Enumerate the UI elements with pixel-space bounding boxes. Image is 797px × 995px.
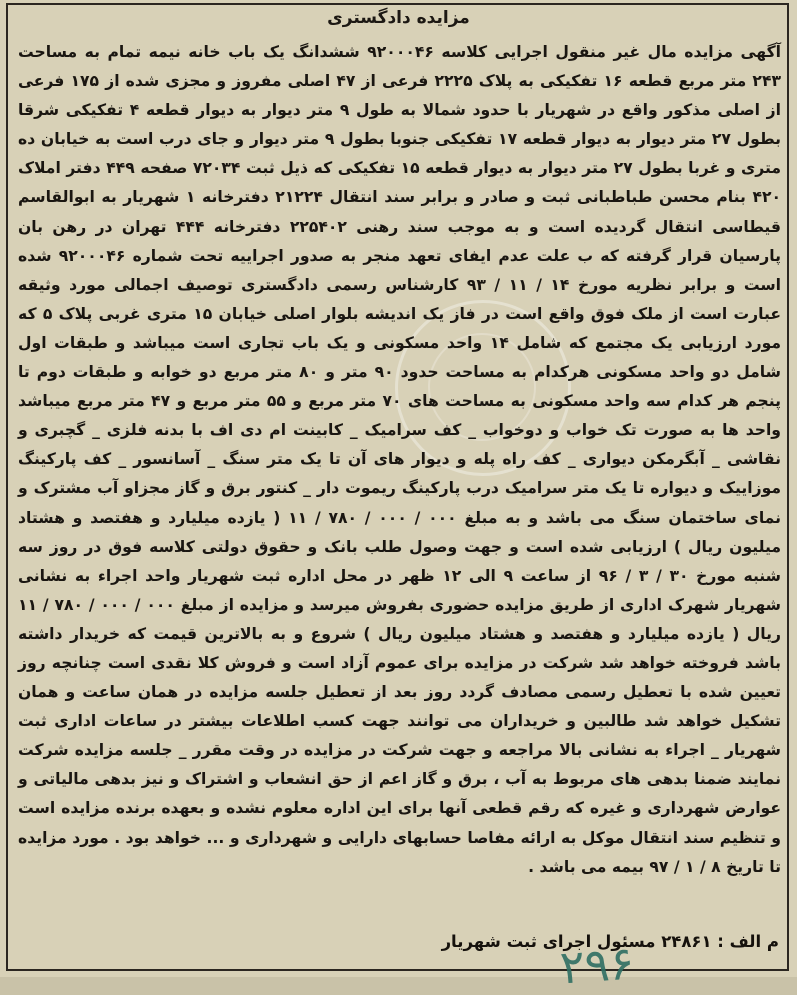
notice-title: مزایده دادگستری xyxy=(327,8,470,28)
notice-footer: م الف : ۲۴۸۶۱ مسئول اجرای ثبت شهریار xyxy=(441,932,779,951)
handwritten-number: ۲۹۶ xyxy=(558,935,636,995)
notice-body: آگهی مزایده مال غیر منقول اجرایی کلاسه ۹۲۰۰۰۴۶ ششدانگ یک باب خانه نیمه تمام به مساحت ۲۴۳ متر مربع قطعه ۱۶ تفکیکی به پلاک ۲۲۲۵ فرعی از ۴۷ اصلی مفروز و مجزی شده از ۱۷۵ فرعی از اصلی مذکور واقع در شهریار با حدود شمالا به طول ۹ متر دیوار به دیوار قطعه ۴ تفکیکی شرقا بطول ۲۷ متر دیوار به دیوار قطعه ۱۷ تفکیکی جنوبا بطول ۹ متر دیوار و جای درب است به خیابان ده متری و غربا بطول ۲۷ متر دیوار به دیوار قطعه ۱۵ تفکیکی که ذیل ثبت ۷۲۰۳۴ صفحه ۴۴۹ دفتر املاک ۴۲۰ بنام محسن طباطبانی ثبت و صادر و برابر سند انتقال ۲۱۲۲۴ دفترخانه ۱ شهریار به ابوالقاسم قیطاسی انتقال گردیده است و به موجب سند رهنی ۲۲۵۴۰۲ دفترخانه ۴۴۴ تهران در رهن بان پارسیان قرار گرفته که ب علت عدم ایفای تعهد منجر به صدور اجراییه تحت شماره ۹۲۰۰۰۴۶ شده است و برابر نظریه مورخ ۱۴ / ۱۱ / ۹۳ کارشناس رسمی دادگستری توصیف اجمالی مورد وثیقه عبارت است از ملک فوق واقع است در فاز یک اندیشه بلوار اصلی خیابان ۱۵ متری غربی پلاک ۵ که مورد ارزیابی یک مجتمع که شامل ۱۴ واحد مسکونی و یک باب تجاری است میباشد و طبقات اول شامل دو واحد مسکونی هرکدام به مساحت حدود ۹۰ متر و ۸۰ متر مربع دو خوابه و طبقات دوم تا پنجم هر کدام سه واحد مسکونی به مساحت های ۷۰ متر مربع و ۵۵ متر مربع و ۴۷ متر مربع میباشد واحد ها به صورت تک خواب و دوخواب _ کف سرامیک _ کابینت ام دی اف با بدنه فلزی _ گچبری و نقاشی _ آبگرمکن دیواری _ کف راه پله و دیوار های آن تا یک متر سنگ _ آسانسور _ کف پارکینگ موزاییک و دیواره تا یک متر سرامیک درب پارکینگ ریموت دار _ کنتور برق و گاز مجزاو آب مشترک و نمای ساختمان سنگ می باشد و به مبلغ ۰۰۰ / ۰۰۰ / ۷۸۰ / ۱۱ ( یازده میلیارد و هفتصد و هشتاد میلیون ریال ) ارزیابی شده است و جهت وصول طلب بانک و حقوق دولتی کلاسه فوق در روز سه شنبه مورخ ۳۰ / ۳ / ۹۶ از ساعت ۹ الی ۱۲ ظهر در محل اداره ثبت شهریار واحد اجراء به نشانی شهریار شهرک اداری از طریق مزایده حضوری بفروش میرسد و مزایده از مبلغ ۰۰۰ / ۰۰۰ / ۷۸۰ / ۱۱ ریال ( یازده میلیارد و هفتصد و هشتاد میلیون ریال ) شروع و به بالاترین قیمت که خریدار داشته باشد فروخته خواهد شد شرکت در مزایده برای عموم آزاد است و فروش کلا نقدی است چنانچه روز تعیین شده با تعطیل رسمی مصادف گردد روز بعد از تعطیل جلسه مزایده در همان ساعت و همان تشکیل خواهد شد طالبین و خریداران می توانند جهت کسب اطلاعات بیشتر در ساعات اداری ثبت شهریار _ اجراء به نشانی بالا مراجعه و جهت شرکت در مزایده در وقت مقرر _ جلسه مزایده شرکت نمایند ضمنا بدهی های مربوط به آب ، برق و گاز اعم از حق انشعاب و اشتراک و نیز بدهی مالیاتی و عوارض شهرداری و غیره که رقم قطعی آنها برای این اداره معلوم نشده و بعهده برنده مزایده است و تنظیم سند انتقال موکل به ارائه مفاصا حسابهای دارایی و شهرداری و ... خواهد بود . مورد مزایده تا تاریخ ۸ / ۱ / ۹۷ بیمه می باشد . xyxy=(18,43,782,876)
